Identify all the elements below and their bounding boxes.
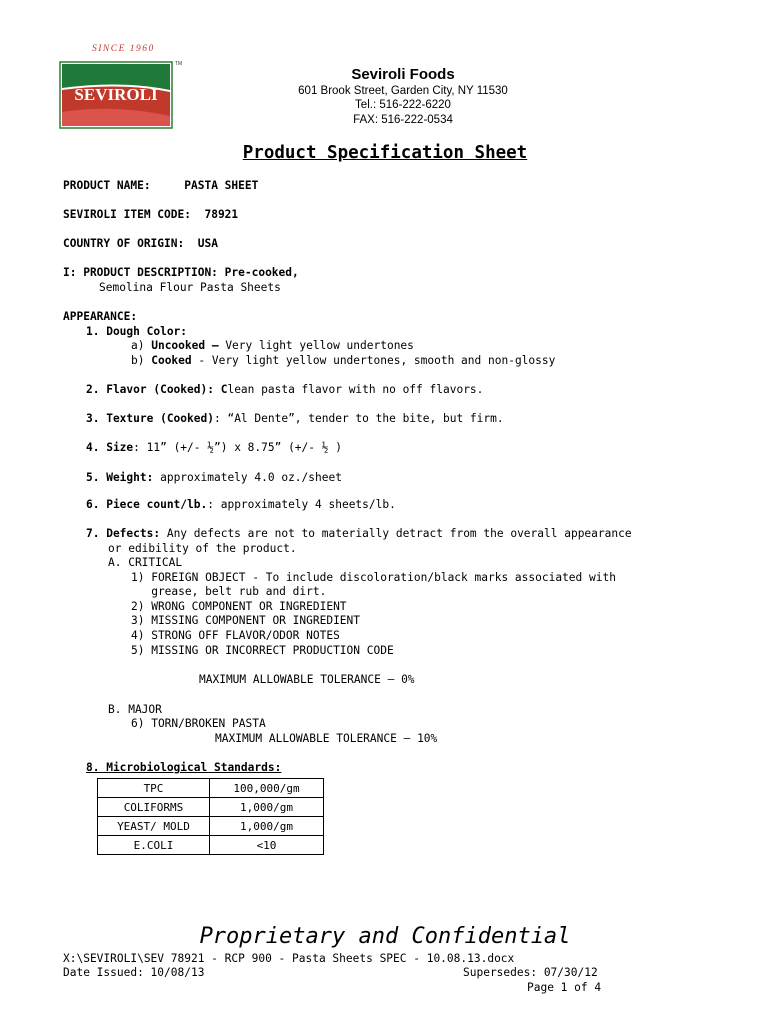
file-path: X:\SEVIROLI\SEV 78921 - RCP 900 - Pasta Sheets SPEC - 10.08.13.docx [63,952,515,965]
dough-color-heading: 1. Dough Color: [86,325,188,338]
micro-name-cell: COLIFORMS [98,798,210,817]
description-heading: I: PRODUCT DESCRIPTION: Pre-cooked, [63,266,299,279]
cooked-text: - Very light yellow undertones, smooth and non-glossy [191,354,556,367]
company-fax: FAX: 516-222-0534 [353,114,453,126]
micro-value-cell: 100,000/gm [210,779,324,798]
major-heading: B. MAJOR [108,703,162,716]
table-row [98,798,324,817]
page-title: Product Specification Sheet [242,143,528,163]
uncooked-label: Uncooked – [151,339,219,352]
product-name-label: PRODUCT NAME: [63,179,151,192]
weight-label: 5. Weight: [86,471,154,484]
texture-text: : “Al Dente”, tender to the bite, but firm. [213,412,504,425]
micro-value-cell: <10 [210,836,324,855]
description-text: Semolina Flour Pasta Sheets [99,281,281,294]
table-row [98,817,324,836]
page-number: Page 1 of 4 [527,981,602,994]
critical-item: 1) FOREIGN OBJECT - To include discoloration/black marks associated with [131,571,616,584]
critical-item: 5) MISSING OR INCORRECT PRODUCTION CODE [131,644,394,657]
appearance-heading: APPEARANCE: [63,310,138,323]
count-row [86,498,396,513]
defects-label: 7. Defects: [86,527,161,540]
weight-text: approximately 4.0 oz./sheet [153,471,342,484]
micro-name-cell: E.COLI [98,836,210,855]
table-row [98,779,324,798]
flavor-label: 2. Flavor (Cooked): C [86,383,228,396]
table-row [98,836,324,855]
origin-label: COUNTRY OF ORIGIN: [63,237,185,250]
product-name-value: PASTA SHEET [184,179,259,192]
size-text: : 11” (+/- ½”) x 8.75” (+/- ½ ) [133,441,342,454]
item-code-value: 78921 [204,208,239,221]
cooked-row: b) Cooked - Very light yellow undertones, smooth and non-glossy [131,354,556,367]
seviroli-logo [60,56,183,130]
micro-value-cell: 1,000/gm [210,817,324,836]
confidential-footer: Proprietary and Confidential [199,924,571,949]
micro-heading: 8. Microbiological Standards: [86,761,282,774]
cooked-label: Cooked [151,354,192,367]
flavor-text: lean pasta flavor with no off flavors. [227,383,484,396]
texture-label: 3. Texture (Cooked) [86,412,214,425]
weight-row [86,471,342,486]
critical-item: 2) WRONG COMPONENT OR INGREDIENT [131,600,347,613]
logo-trademark: TM [175,61,183,67]
micro-value-cell: 1,000/gm [210,798,324,817]
size-row [86,441,342,456]
critical-item: 4) STRONG OFF FLAVOR/ODOR NOTES [131,629,340,642]
item-code-label: SEVIROLI ITEM CODE: [63,208,191,221]
critical-item: 3) MISSING COMPONENT OR INGREDIENT [131,614,361,627]
defects-text: Any defects are not to materially detract from the overall appearance [160,527,632,540]
item-code-row [63,208,238,223]
date-issued: Date Issued: 10/08/13 [63,966,205,979]
micro-name-cell: YEAST/ MOLD [98,817,210,836]
critical-tolerance: MAXIMUM ALLOWABLE TOLERANCE – 0% [199,673,415,686]
flavor-row [86,383,483,398]
critical-heading: A. CRITICAL [108,556,183,569]
critical-item: grease, belt rub and dirt. [131,585,327,598]
origin-row [63,237,218,252]
count-label: 6. Piece count/lb. [86,498,208,511]
logo-since-text: SINCE 1960 [92,44,155,54]
company-tel: Tel.: 516-222-6220 [355,99,451,111]
uncooked-text: Very light yellow undertones [218,339,414,352]
size-label: 4. Size [86,441,134,454]
micro-standards-table [97,778,324,855]
defects-row [86,527,632,542]
defects-text-2: or edibility of the product. [108,542,297,555]
count-text: : approximately 4 sheets/lb. [207,498,396,511]
product-name-row [63,179,258,194]
texture-row [86,412,504,427]
micro-name-cell: TPC [98,779,210,798]
company-name: Seviroli Foods [351,66,455,83]
major-item: 6) TORN/BROKEN PASTA [131,717,266,730]
logo-wordmark: SEVIROLI [74,85,158,104]
origin-value: USA [197,237,218,250]
company-address: 601 Brook Street, Garden City, NY 11530 [298,85,508,97]
uncooked-row: a) Uncooked – Very light yellow undertones [131,339,414,352]
major-tolerance: MAXIMUM ALLOWABLE TOLERANCE – 10% [215,732,438,745]
supersedes: Supersedes: 07/30/12 [463,966,598,979]
